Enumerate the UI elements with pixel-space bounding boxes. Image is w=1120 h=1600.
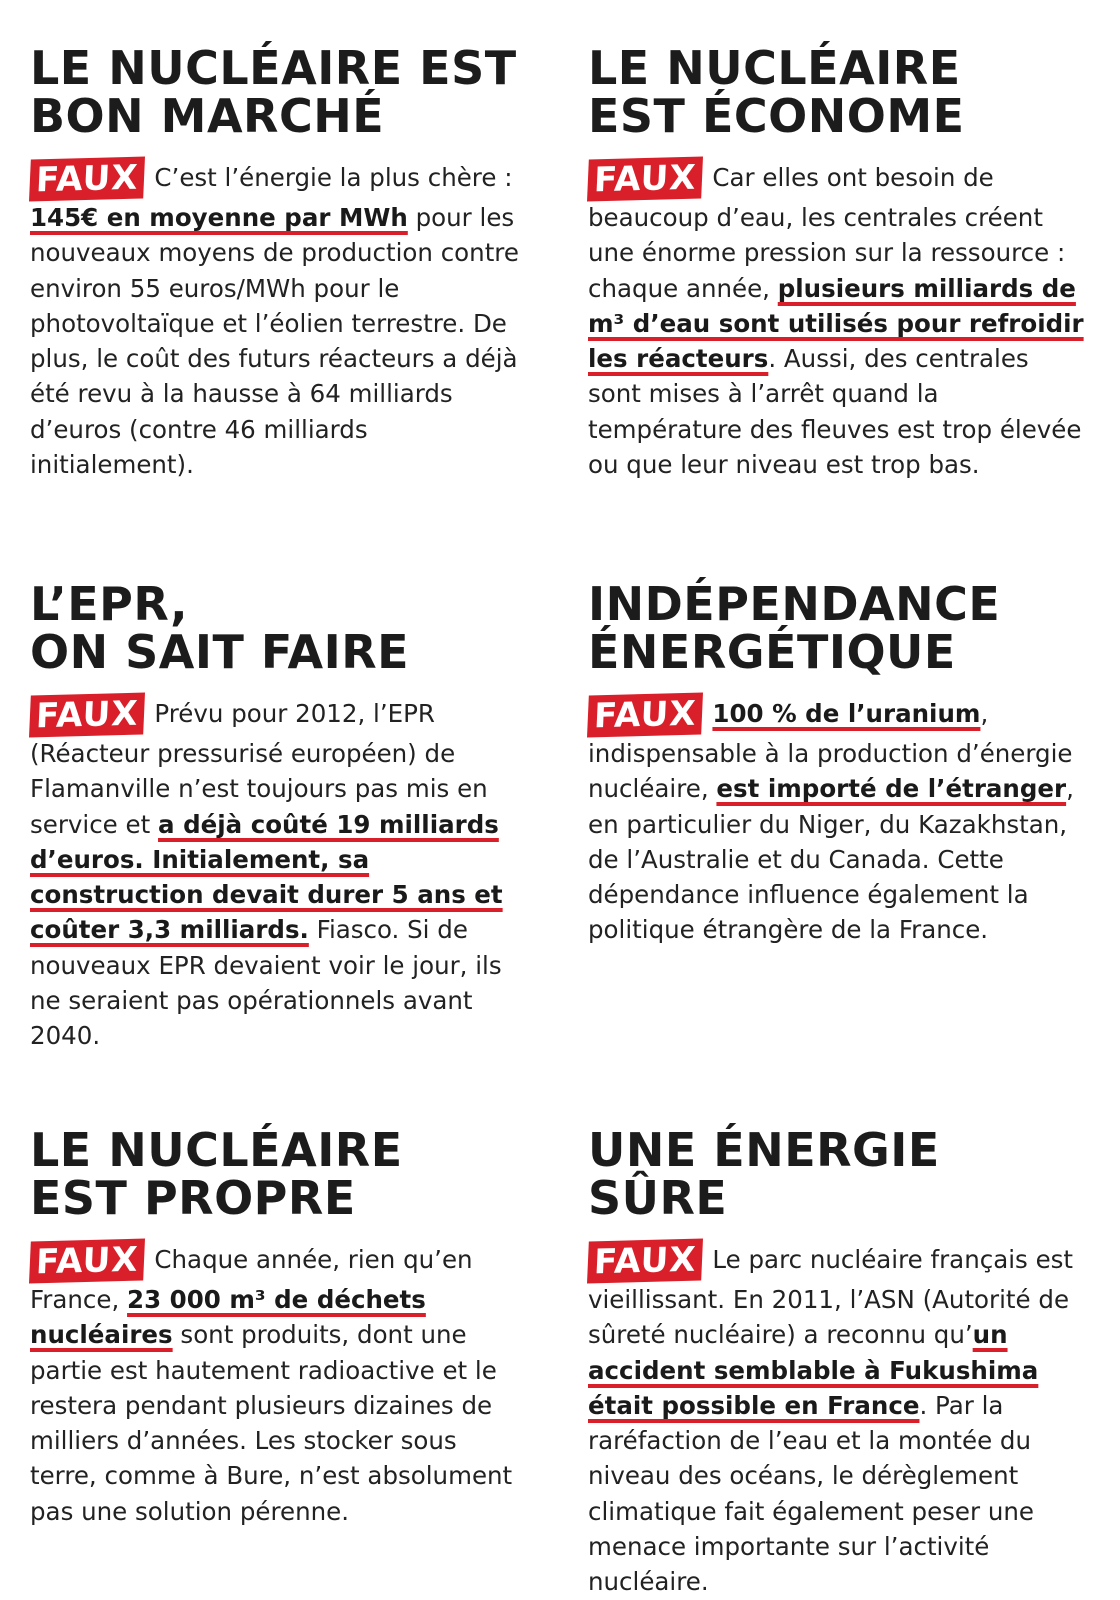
body-text: . Par la raréfaction de l’eau et la montée du niveau des océans, le dérèglement climatique fait également peser une menace importante sur l’activité nucléaire. xyxy=(588,1390,1034,1597)
block-propre xyxy=(30,1123,530,1529)
block-body xyxy=(30,158,530,482)
block-epr xyxy=(30,577,530,1054)
block-title xyxy=(30,41,530,143)
block-title xyxy=(588,577,1088,679)
block-body xyxy=(588,694,1088,948)
body-text: , en particulier du Niger, du Kazakhstan, de l’Australie et du Canada. Cette dépendance influence également la politique étrangère de la France. xyxy=(588,774,1074,945)
faux-badge: FAUX xyxy=(587,157,703,202)
highlighted-text: a déjà coûté 19 milliards d’euros. Initialement, sa construction devait durer 5 ans et coûter 3,3 milliards. xyxy=(30,809,503,945)
title-line: ON SAIT FAIRE xyxy=(30,625,410,679)
body-text: C’est l’énergie la plus chère : xyxy=(154,163,513,192)
body-text: . Aussi, des centrales sont mises à l’arrêt quand la température des fleuves est trop élevée ou que leur niveau est trop bas. xyxy=(588,344,1082,480)
title-line: LE NUCLÉAIRE xyxy=(30,1123,403,1177)
title-line: EST PROPRE xyxy=(30,1171,356,1225)
title-line: EST ÉCONOME xyxy=(588,89,965,143)
block-title xyxy=(588,41,1088,143)
faux-badge: FAUX xyxy=(29,693,145,738)
highlighted-text: 145€ en moyenne par MWh xyxy=(30,203,408,232)
highlighted-text: est importé de l’étranger xyxy=(716,774,1067,804)
body-text: Chaque année, rien qu’en France, xyxy=(30,1245,473,1314)
block-body xyxy=(588,158,1088,482)
body-text: Le parc nucléaire français est vieillissant. En 2011, l’ASN (Autorité de sûreté nucléaire) a reconnu qu’ xyxy=(588,1245,1074,1350)
title-line: UNE ÉNERGIE SÛRE xyxy=(588,1123,940,1225)
block-body xyxy=(30,1240,530,1529)
faux-badge: FAUX xyxy=(29,157,145,202)
body-text: sont produits, dont une partie est hautement radioactive et le restera pendant plusieurs dizaines de milliers d’années. Les stocker sous terre, comme à Bure, n’est absolument pas une solution pérenne. xyxy=(30,1320,513,1526)
block-body xyxy=(588,1240,1088,1600)
highlighted-text: un accident semblable à Fukushima était possible en France xyxy=(588,1320,1039,1420)
block-independance xyxy=(588,577,1088,948)
highlighted-text: 100 % de l’uranium xyxy=(712,699,981,728)
highlighted-text: plusieurs milliards de m³ d’eau sont utilisés pour refroidir les réacteurs xyxy=(588,273,1084,374)
block-title xyxy=(30,577,530,679)
body-text: Car elles ont besoin de beaucoup d’eau, les centrales créent une énorme pression sur la ressource : chaque année, xyxy=(588,163,1066,303)
body-text: pour les nouveaux moyens de production contre environ 55 euros/MWh pour le photovoltaïque et l’éolien terrestre. De plus, le coût des futurs réacteurs a déjà été revu à la hausse à 64 milliards d’euros (contre 46 milliards initialement). xyxy=(30,203,519,480)
block-body xyxy=(30,694,530,1054)
faux-badge: FAUX xyxy=(29,1239,145,1284)
body-text: Fiasco. Si de nouveaux EPR devaient voir le jour, ils ne seraient pas opérationnels avant 2040. xyxy=(30,915,502,1051)
title-line: LE NUCLÉAIRE xyxy=(588,41,961,95)
block-bon-marche xyxy=(30,41,530,482)
title-line: BON MARCHÉ xyxy=(30,89,385,143)
faux-badge: FAUX xyxy=(587,693,703,738)
title-line: ÉNERGÉTIQUE xyxy=(588,625,956,679)
title-line: L’EPR, xyxy=(30,577,189,631)
title-line: LE NUCLÉAIRE EST xyxy=(30,41,517,95)
highlighted-text: 23 000 m³ de déchets nucléaires xyxy=(30,1285,426,1350)
block-sure xyxy=(588,1123,1088,1600)
title-line: INDÉPENDANCE xyxy=(588,577,1001,631)
block-econome xyxy=(588,41,1088,482)
faux-badge: FAUX xyxy=(587,1239,703,1284)
block-title xyxy=(588,1123,1088,1225)
block-title xyxy=(30,1123,530,1225)
body-text: Prévu pour 2012, l’EPR (Réacteur pressurisé européen) de Flamanville n’est toujours pas mis en service et xyxy=(30,699,488,839)
body-text: , indispensable à la production d’énergie nucléaire, xyxy=(588,699,1073,804)
